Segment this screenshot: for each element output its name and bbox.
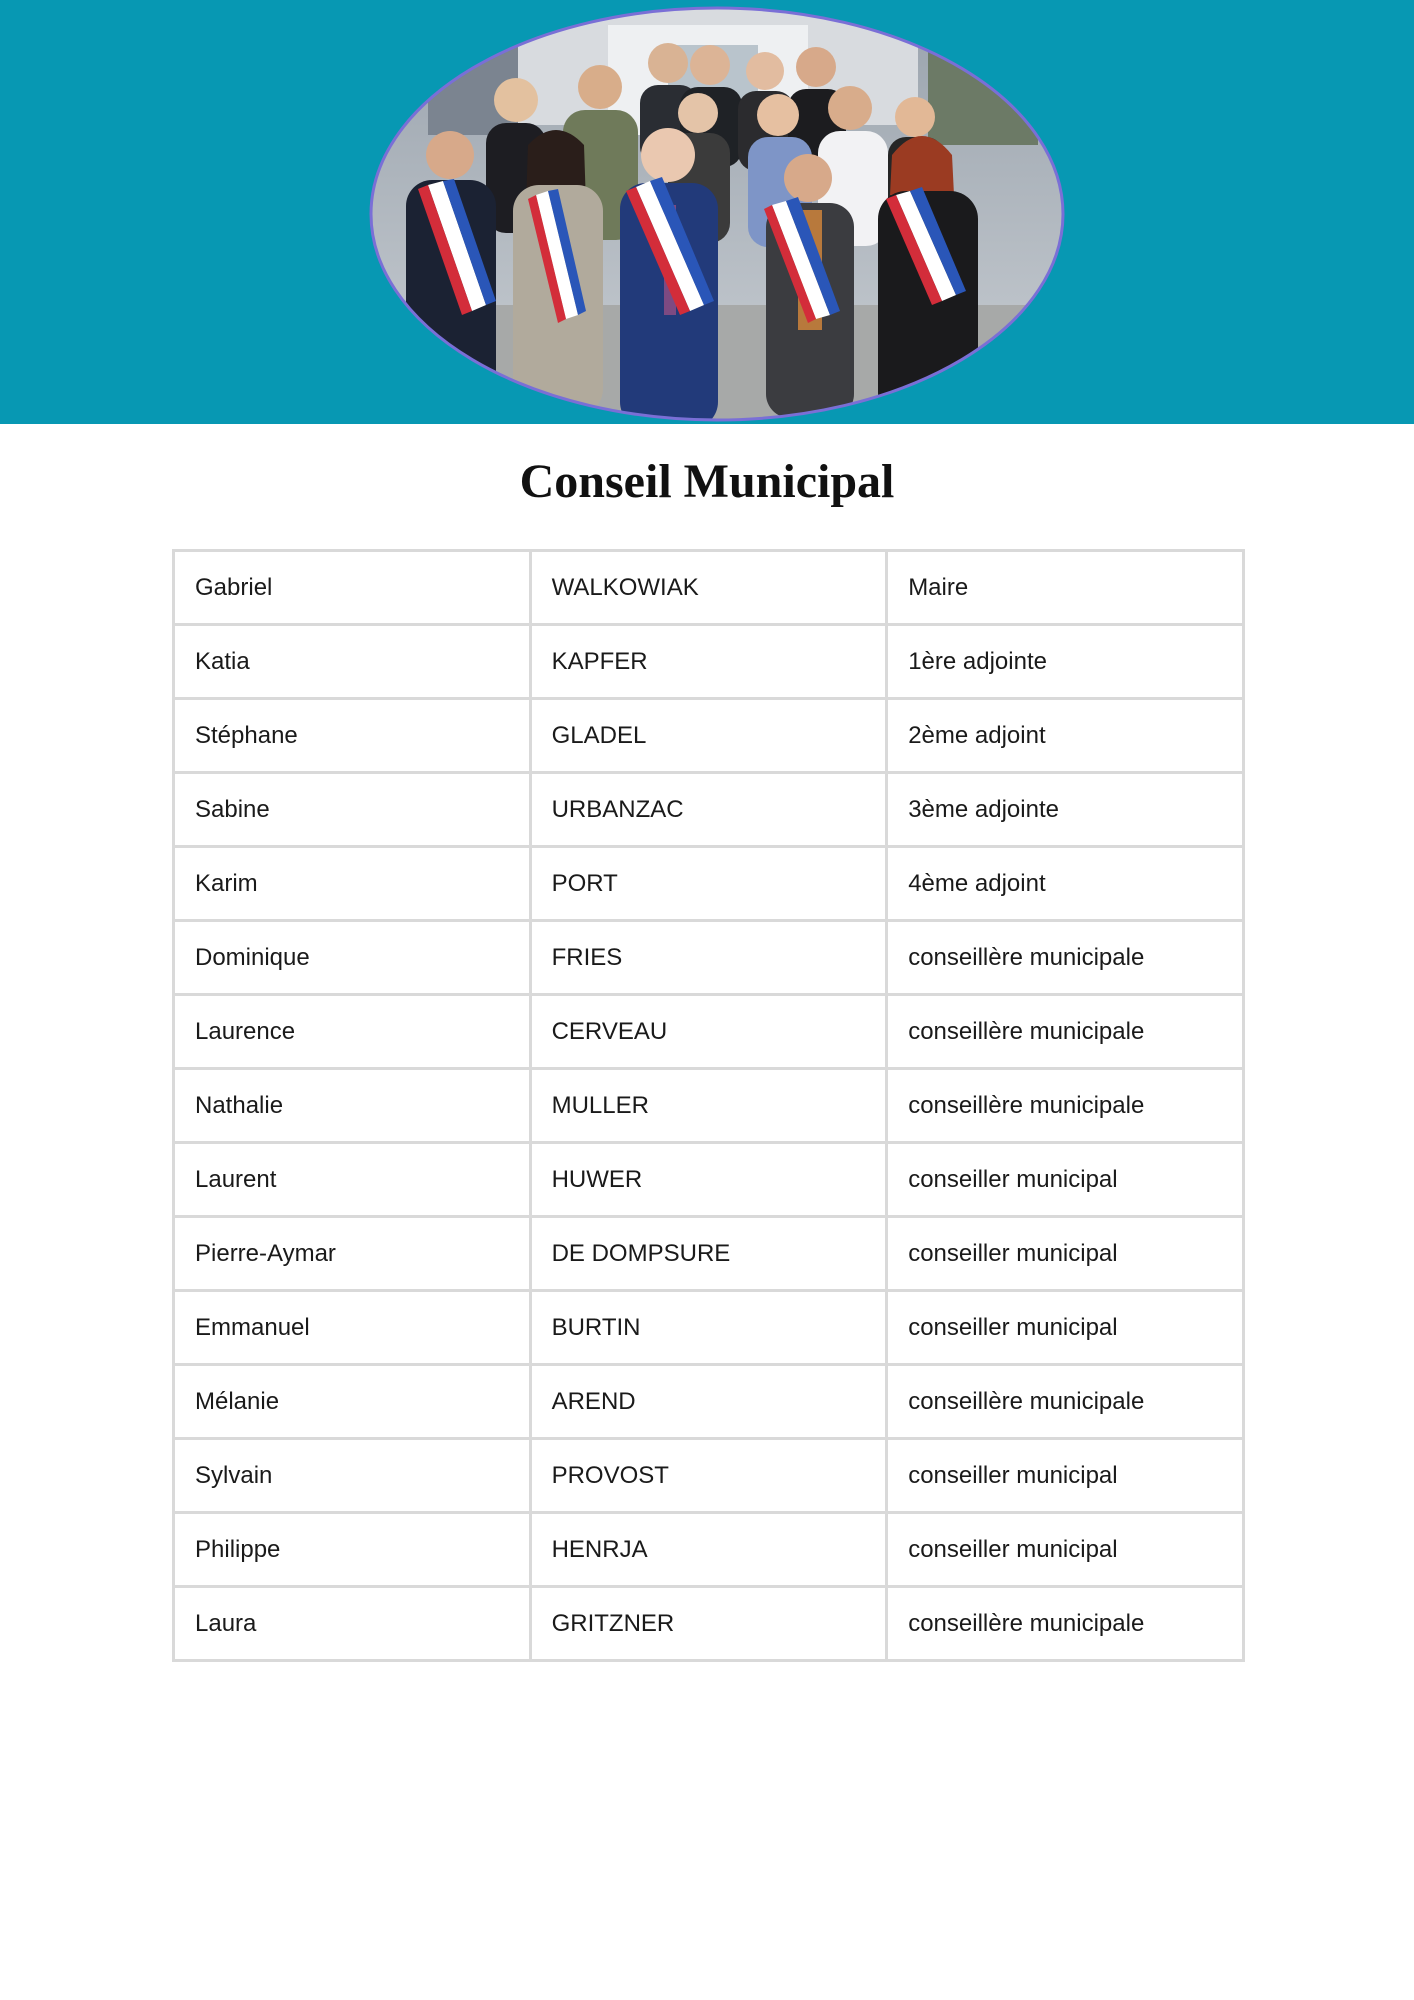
first-name-cell: Stéphane	[174, 699, 531, 773]
last-name-cell: URBANZAC	[530, 773, 887, 847]
first-name-cell: Karim	[174, 847, 531, 921]
last-name-cell: PROVOST	[530, 1439, 887, 1513]
last-name-cell: BURTIN	[530, 1291, 887, 1365]
table-row	[174, 1439, 1244, 1513]
page-title: Conseil Municipal	[519, 455, 895, 508]
role-cell: Maire	[887, 551, 1244, 625]
first-name-cell: Katia	[174, 625, 531, 699]
role-cell: conseiller municipal	[887, 1439, 1244, 1513]
table-row	[174, 1365, 1244, 1439]
last-name-cell: FRIES	[530, 921, 887, 995]
table-row	[174, 1143, 1244, 1217]
table-row	[174, 1587, 1244, 1661]
role-cell: conseillère municipale	[887, 1587, 1244, 1661]
role-cell: conseillère municipale	[887, 995, 1244, 1069]
first-name-cell: Laura	[174, 1587, 531, 1661]
first-name-cell: Mélanie	[174, 1365, 531, 1439]
members-table	[172, 549, 1245, 1662]
table-row	[174, 1069, 1244, 1143]
role-cell: conseillère municipale	[887, 1069, 1244, 1143]
first-name-cell: Laurence	[174, 995, 531, 1069]
table-row	[174, 995, 1244, 1069]
table-row	[174, 1217, 1244, 1291]
first-name-cell: Sabine	[174, 773, 531, 847]
table-row	[174, 921, 1244, 995]
first-name-cell: Pierre-Aymar	[174, 1217, 531, 1291]
last-name-cell: GRITZNER	[530, 1587, 887, 1661]
first-name-cell: Laurent	[174, 1143, 531, 1217]
first-name-cell: Gabriel	[174, 551, 531, 625]
last-name-cell: WALKOWIAK	[530, 551, 887, 625]
last-name-cell: HUWER	[530, 1143, 887, 1217]
last-name-cell: AREND	[530, 1365, 887, 1439]
last-name-cell: GLADEL	[530, 699, 887, 773]
role-cell: 3ème adjointe	[887, 773, 1244, 847]
first-name-cell: Nathalie	[174, 1069, 531, 1143]
last-name-cell: HENRJA	[530, 1513, 887, 1587]
group-photo	[368, 5, 1066, 424]
role-cell: conseiller municipal	[887, 1143, 1244, 1217]
first-name-cell: Philippe	[174, 1513, 531, 1587]
table-row	[174, 625, 1244, 699]
role-cell: conseillère municipale	[887, 1365, 1244, 1439]
role-cell: conseillère municipale	[887, 921, 1244, 995]
role-cell: 1ère adjointe	[887, 625, 1244, 699]
first-name-cell: Emmanuel	[174, 1291, 531, 1365]
table-row	[174, 551, 1244, 625]
first-name-cell: Dominique	[174, 921, 531, 995]
last-name-cell: MULLER	[530, 1069, 887, 1143]
role-cell: 4ème adjoint	[887, 847, 1244, 921]
table-row	[174, 699, 1244, 773]
table-row	[174, 1291, 1244, 1365]
first-name-cell: Sylvain	[174, 1439, 531, 1513]
table-row	[174, 1513, 1244, 1587]
role-cell: 2ème adjoint	[887, 699, 1244, 773]
table-row	[174, 773, 1244, 847]
last-name-cell: DE DOMPSURE	[530, 1217, 887, 1291]
last-name-cell: CERVEAU	[530, 995, 887, 1069]
last-name-cell: KAPFER	[530, 625, 887, 699]
role-cell: conseiller municipal	[887, 1291, 1244, 1365]
table-row	[174, 847, 1244, 921]
members-table-body	[174, 551, 1244, 1661]
last-name-cell: PORT	[530, 847, 887, 921]
role-cell: conseiller municipal	[887, 1217, 1244, 1291]
role-cell: conseiller municipal	[887, 1513, 1244, 1587]
